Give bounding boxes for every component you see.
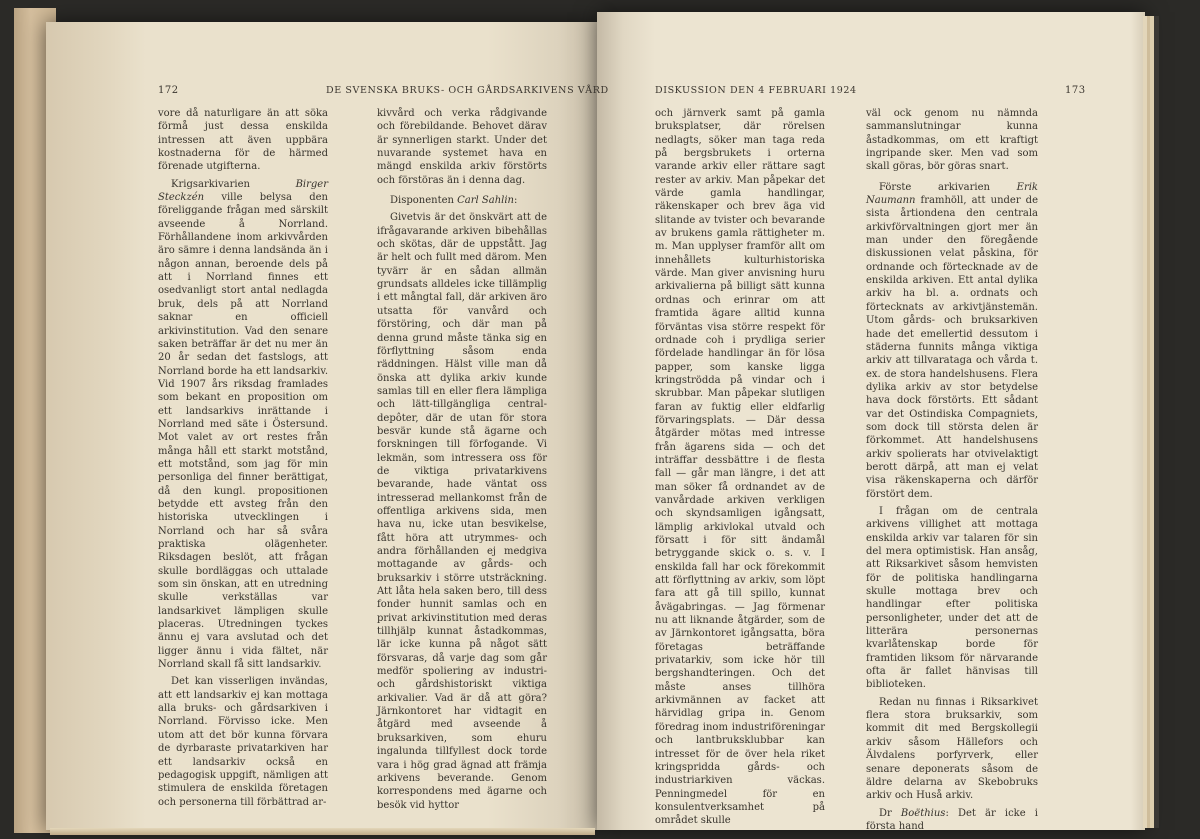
text-run: Redan nu finnas i Riksarkivet flera stora bruksarkiv, som kommit dit med Bergskollegii arkiv såsom Hällefors och Älvdalens porfyrverk, eller senare deponerats såsom de äldre delarna av Skebobruks arkiv och Huså arkiv. [866, 696, 1038, 802]
text-run: Givetvis är det önskvärt att de ifrågavarande arkiven bibehållas och skötas, där de uppstått. Jag är helt och fullt med därom. Men tyvärr är en sådan allmän grundsats alldeles icke tillämplig i ett mångtal fall, där arkiven äro utsatta för vanvård och förstöring, och där man på denna grund måste tänka sig en förflyttning såsom enda räddningen. Hälst ville man då önska att dylika arkiv kunde samlas till en eller flera lämpliga och lätt-tillgängliga central-depôter, där de utan för stora besvär kunde stå ägarne och forskningen till förfogande. Vi lekmän, som intressera oss för de viktiga privatarkivens bevarande, hade väntat oss intresserad mellankomst från de offentliga arkivens sida, men hava nu, icke utan besvikelse, fått höra att utrymmes- och andra förhållanden ej medgiva mottagande av gårds- och bruksarkiv i större utsträckning. Att låta hela saken bero, till dess fonder hunnit samlas och en privat arkivinstitution med deras tillhjälp kunnat åstadkommas, lär icke kunna på något sätt försvaras, då varje dag som går medför spoliering av industri- och gårdshistoriskt viktiga arkivalier. Vad är då att göra? Järnkontoret har vidtagit en åtgärd med avseende å bruksarkiven, som ehuru ingalunda tillfyllest dock torde vara i hög grad ägnad att främja arkivens beverande. Genom korrespondens med ägarne och besök vid hyttor [377, 212, 547, 811]
speaker-name: Carl Sahlin [457, 195, 514, 207]
text-column-2 [377, 107, 547, 812]
text-column-3 [655, 107, 825, 828]
text-run: Det kan visserligen invändas, att ett landsarkiv ej kan mottaga alla bruks- och gårdsarkiven i Norrland. Förvisso icke. Men utom att det bör kunna förvara de dyrbaraste privatarkiven har ett landsarkiv också en pedagogisk uppgift, nämligen att stimulera de enskilda företagen och personerna till förbättrad ar- [158, 676, 328, 808]
text-run: väl ock genom nu nämnda sammanslutningar kunna åstadkommas, om ett kraftigt ingripande sker. Men vad som skall göras, bör göras snart. [866, 108, 1038, 173]
page-number-right: 173 [1065, 85, 1086, 96]
paragraph [866, 807, 1038, 834]
bottom-page-edges [50, 828, 595, 835]
text-run: : [514, 195, 518, 207]
fore-edge-pages [1143, 16, 1159, 828]
text-run: kivvård och verka rådgivande och förebildande. Behovet därav är synnerligen starkt. Under det nuvarande systemet hava en mängd enskilda arkiv förstörts och förstöras än i denna dag. [377, 108, 547, 186]
text-run: : Det är icke i första hand [866, 807, 1038, 832]
speaker-name: Erik Naumann [866, 181, 1038, 207]
text-column-1 [158, 107, 328, 809]
text-run: och järnverk samt på gamla bruksplatser, där rörelsen nedlagts, söker man taga reda på bergsbrukets i orterna varande arkiv eller rättare sagt rester av arkiv. Man påpekar det värde gamla handlingar, räkenskaper och brev äga vid slitande av tvister och bevarande av brukens gamla rättigheter m. m. Man upplyser framför allt om innehållets kulturhistoriska värde. Man giver anvisning huru arkivalierna på billigt sätt kunna ordnas och erinrar om att framtida ägare alltid kunna förväntas visa större respekt för ordnade coh i prydliga serier fördelade handlingar än för lösa papper, som kanske ligga kringströdda på vindar och i skrubbar. Man påpekar slutligen faran av fuktig eller eldfarlig förvaringsplats. — Där dessa åtgärder mötas med intresse från ägarens sida — och det inträffar dessbättre i de flesta fall — går man längre, i det att man söker få ordnandet av de vanvårdade arkiven verkligen och skyndsamligen igångsatt, lämplig arkivlokal utvald och försatt i för sitt ändamål betryggande skick o. s. v. I enskilda fall har ock förekommit att förflyttning av arkiv, som löpt fara att gå till spillo, kunnat åvägabringas. — Jag förmenar nu att liknande åtgärder, som de av Järnkontoret igångsatta, böra företagas beträffande privatarkiv, som icke hör till bergshandteringen. Och det måste anses tillhöra arkivmännen av facket att härvidlag gripa in. Genom föredrag inom industriföreningar och lantbruksklubbar kan intresset för de över hela riket kringspridda gårds- och industriarkiven väckas. Penningmedel för en konsulentverksamhet på området skulle [655, 108, 825, 827]
speaker-name: Boëthius [900, 807, 946, 819]
text-run: Disponenten [390, 195, 458, 207]
running-header-right: DISKUSSION DEN 4 FEBRUARI 1924 [655, 85, 857, 96]
paragraph [158, 178, 328, 672]
paragraph [866, 107, 1038, 174]
paragraph [158, 107, 328, 174]
paragraph [377, 194, 547, 207]
text-run: Dr [879, 807, 901, 819]
paragraph [377, 211, 547, 811]
text-run: Förste arkivarien [879, 181, 1017, 193]
page-number-left: 172 [158, 85, 179, 96]
paragraph [866, 181, 1038, 501]
text-run: framhöll, att under de sista årtiondena den centrala arkivförvaltningen gjort mer än man under den föregående diskussionen velat påskina, för ordnande och förtecknade av de enskilda arkiven. Ett antal dylika arkiv ha bl. a. ordnats och förtecknats av arkivtjänstemän. Utom gårds- och bruksarkiven hade det emellertid dessutom i städerna funnits många viktiga arkiv att tillvarataga och vårda t. ex. de stora handelshusens. Flera dylika arkiv av stor betydelse hava dock förstörts. Ett sådant var det Ostindiska Compagniets, som dock till största delen är förkommet. Att handelshusens arkiv spolierats har otvivelaktigt berott därpå, att man ej velat visa räkenskaperna och därför förstört dem. [866, 195, 1038, 500]
paragraph [866, 505, 1038, 692]
running-header-left: DE SVENSKA BRUKS- OCH GÅRDSARKIVENS VÅRD [326, 85, 609, 96]
paragraph [158, 675, 328, 808]
paragraph [655, 107, 825, 828]
text-column-4 [866, 107, 1038, 833]
text-run: ville belysa den föreliggande frågan med särskilt avseende å Norrland. Förhållandene inom arkivvården äro sämre i denna landsända än i någon annan, beroende dels på att i Norrland finnes ett osedvanligt stort antal nedlagda bruk, dels på att Norrland saknar en officiell arkivinstitution. Vad den senare saken beträffar är det nu mer än 20 år sedan det fastslogs, att Norrland borde ha ett landsarkiv. Vid 1907 års riksdag framlades som bekant en proposition om ett landsarkivs inrättande i Norrland med säte i Östersund. Mot valet av ort restes från många håll ett starkt motstånd, ett motstånd, som jag för min personliga del finner berättigat, då den kungl. propositionen betydde ett avsteg från den historiska utvecklingen i Norrland och har så svåra praktiska olägenheter. Riksdagen beslöt, att frågan skulle bordläggas och uttalade som sin önskan, att en utredning skulle verkställas var landsarkivet lämpligen skulle placeras. Utredningen tyckes ännu ej vara avslutad och det ligger ännu i vida fältet, när Norrland skall få sitt landsarkiv. [158, 192, 328, 671]
text-run: Krigsarkivarien [171, 178, 296, 190]
paragraph [866, 696, 1038, 803]
text-run: I frågan om de centrala arkivens villighet att mottaga enskilda arkiv var talaren för sin del mera optimistisk. Han ansåg, att Riksarkivet såsom hemvisten för de politiska handlingarna skulle mottaga brev och handlingar efter politiska personligheter, under det att de litterära personernas kvarlåtenskap borde för framtiden liksom för närvarande ofta är fallet hänvisas till biblioteken. [866, 505, 1038, 691]
speaker-name: Birger Steckzén [158, 178, 328, 204]
text-run: vore då naturligare än att söka förmå just dessa enskilda intressen att även uppbära kostnaderna för de härmed förenade utgifterna. [158, 108, 328, 173]
paragraph [377, 107, 547, 187]
